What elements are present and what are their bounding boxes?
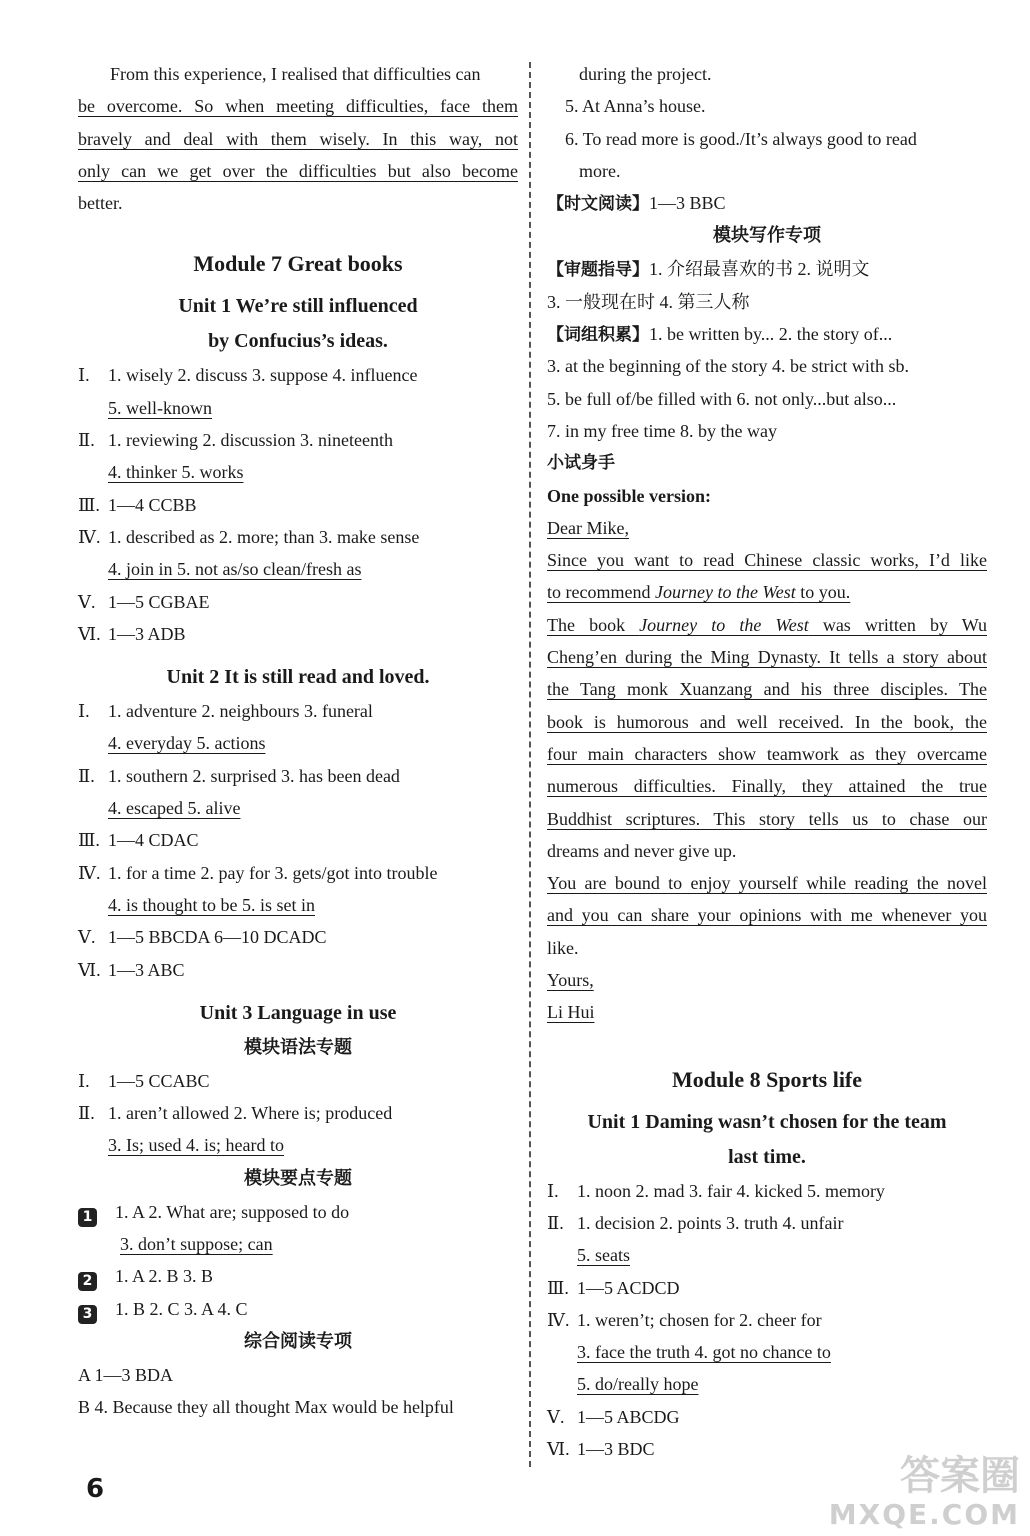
text-line [547,803,987,835]
spacer [78,986,518,996]
text-line [547,996,987,1028]
line-text: 1. adventure 2. neighbours 3. funeral [108,701,373,722]
text-line [78,123,518,155]
line-text: more. [579,160,621,181]
text-line [78,456,518,488]
text-line [78,58,518,90]
line-text: 5. do/really hope [577,1374,699,1395]
number-badge: 2 [78,1272,97,1291]
line-text: the Tang monk Xuanzang and his three disciples. The [547,679,987,700]
text-line [547,609,987,641]
text-line [547,123,987,155]
text-line [78,792,518,824]
line-text: 5. seats [577,1245,630,1266]
line-text: 5. At Anna’s house. [565,96,706,117]
roman-marker: Ⅱ. [547,1212,564,1233]
text-line [78,155,518,187]
unit-heading: Unit 1 Daming wasn’t chosen for the team [587,1110,947,1133]
text-line [78,727,518,759]
line-text: 4. thinker 5. works [108,462,244,483]
unit-heading: by Confucius’s ideas. [208,330,388,353]
line-text: book is humorous and well received. In the book, the [547,711,987,732]
roman-marker: Ⅲ. [547,1277,569,1298]
line-text: Since you want to read Chinese classic works, I’d like [547,550,987,571]
roman-marker: Ⅳ. [78,862,101,883]
line-text: 3. Is; used 4. is; heard to [108,1135,284,1156]
answer-line [78,618,518,650]
text-line [547,738,987,770]
text-line [547,318,987,350]
line-text: 1. 介绍最喜欢的书 2. 说明文 [649,259,870,280]
text-line [547,187,987,219]
text-line [547,383,987,415]
roman-marker: Ⅳ. [78,526,101,547]
section-heading: 综合阅读专项 [244,1330,352,1352]
roman-marker: Ⅱ. [78,1103,95,1124]
text-line [547,964,987,996]
answer-line [78,1065,518,1097]
line-text: 1. reviewing 2. discussion 3. nineteenth [108,430,393,451]
left-column [78,58,518,1424]
text-line [78,553,518,585]
line-text: 4. join in 5. not as/so clean/fresh as [108,559,362,580]
unit-heading: Unit 3 Language in use [199,1001,397,1024]
roman-marker: Ⅵ. [78,623,101,644]
line-text: 5. well-known [108,397,212,418]
line-text: better. [78,193,123,214]
text-line [547,673,987,705]
text-line [78,1359,518,1391]
spacer [78,650,518,660]
text-line [547,1239,987,1271]
text-line [547,770,987,802]
text-line [547,706,987,738]
line-text: One possible version: [547,485,712,506]
line-text: Buddhist scriptures. This story tells us to chase our [547,808,987,829]
watermark [829,1452,1020,1530]
watermark-logo: 答案圈 [900,1453,1020,1499]
column-divider [529,62,531,1467]
answer-line [78,1196,518,1228]
line-text: 1—4 CCBB [108,494,197,515]
text-line [547,544,987,576]
line-text: 1. decision 2. points 3. truth 4. unfair [577,1212,844,1233]
text-line [547,155,987,187]
roman-marker: Ⅱ. [78,765,95,786]
unit-heading: last time. [728,1145,806,1168]
line-text: 1—3 BDC [577,1438,655,1459]
line-text: during the project. [579,64,712,84]
text-line [547,641,987,673]
line-text: 1—5 CGBAE [108,591,210,612]
line-text: 3. face the truth 4. got no chance to [577,1342,831,1363]
answer-line [78,586,518,618]
unit-heading: Unit 2 It is still read and loved. [166,666,430,689]
line-text: Cheng’en during the Ming Dynasty. It tells a story about [547,647,987,668]
line-text: Yours, [547,970,594,991]
text-line [78,90,518,122]
line-text: 1. be written by... 2. the story of... [649,324,893,345]
section-heading: 模块语法专题 [244,1036,352,1058]
line-text: A 1—3 BDA [78,1364,174,1385]
line-text: 7. in my free time 8. by the way [547,420,777,441]
section-heading: 模块要点专题 [244,1167,352,1189]
text-line [547,286,987,318]
text-line [547,512,987,544]
page-number: 6 [86,1474,105,1504]
roman-marker: Ⅰ. [78,365,90,386]
unit-heading: Unit 1 We’re still influenced [178,295,418,318]
answer-line [78,760,518,792]
roman-marker: Ⅳ. [547,1309,570,1330]
answer-line [78,921,518,953]
line-text: 1—5 CCABC [108,1070,210,1091]
line-text: 4. everyday 5. actions [108,733,266,754]
number-badge: 1 [78,1208,97,1227]
answer-line [78,489,518,521]
line-text: 1—5 ACDCD [577,1277,680,1298]
answer-line [78,695,518,727]
line-text: 1—3 BBC [649,193,726,214]
module-heading: Module 7 Great books [193,251,403,277]
roman-marker: Ⅴ. [78,591,96,612]
text-line [547,447,987,479]
line-text: 3. don’t suppose; can [120,1234,273,1255]
roman-marker: Ⅵ. [78,959,101,980]
bracket-label: 【时文阅读】 [547,194,649,215]
roman-marker: Ⅲ. [78,830,100,851]
answer-line [78,1293,518,1325]
line-text: 1. described as 2. more; than 3. make sense [108,526,420,547]
text-line [78,1228,518,1260]
text-line [547,1368,987,1400]
text-line [547,1336,987,1368]
roman-marker: Ⅱ. [78,430,95,451]
line-text: Dear Mike, [547,517,629,538]
line-text: 1. B 2. C 3. A 4. C [115,1298,248,1319]
line-text: Li Hui [547,1002,595,1023]
line-text: bravely and deal with them wisely. In this way, not [78,128,518,149]
line-text: like. [547,937,579,958]
roman-marker: Ⅲ. [78,494,100,515]
line-text: dreams and never give up. [547,840,737,861]
spacer [78,219,518,239]
line-text: From this experience, I realised that difficulties can [110,64,481,84]
watermark-url: MXQE.COM [828,1498,1020,1531]
answer-line [78,857,518,889]
line-text: 1—3 ADB [108,623,186,644]
section-heading: 模块写作专项 [713,225,821,247]
line-text: 3. 一般现在时 4. 第三人称 [547,291,750,312]
bracket-label: 【词组积累】 [547,325,649,346]
line-text: 小试身手 [547,453,615,474]
line-text: The book Journey to the West was written by Wu [547,614,987,635]
line-text: and you can share your opinions with me whenever you [547,905,987,926]
line-text: 1. noon 2. mad 3. fair 4. kicked 5. memory [577,1180,885,1201]
line-text: 4. escaped 5. alive [108,798,241,819]
answer-line [547,1304,987,1336]
roman-marker: Ⅴ. [78,927,96,948]
answer-line [547,1175,987,1207]
text-line [547,350,987,382]
line-text: 6. To read more is good./It’s always good to read [565,128,917,149]
roman-marker: Ⅰ. [78,701,90,722]
line-text: 5. be full of/be filled with 6. not only...but also... [547,388,897,409]
answer-line [78,521,518,553]
text-line [78,1129,518,1161]
line-text: 1. A 2. What are; supposed to do [115,1201,350,1222]
line-text: 1. A 2. B 3. B [115,1266,214,1287]
line-text: 1—3 ABC [108,959,185,980]
text-line [78,392,518,424]
line-text: 1. southern 2. surprised 3. has been dead [108,765,400,786]
answer-line [78,824,518,856]
text-line [547,835,987,867]
text-line [547,867,987,899]
text-line [547,253,987,285]
spacer [547,1029,987,1055]
line-text: numerous difficulties. Finally, they attained the true [547,776,987,797]
answer-line [78,359,518,391]
line-text: 4. is thought to be 5. is set in [108,894,315,915]
line-text: 3. at the beginning of the story 4. be strict with sb. [547,356,909,377]
text-line [547,58,987,90]
line-text: 1. weren’t; chosen for 2. cheer for [577,1309,822,1330]
text-line [78,1391,518,1423]
line-text: 1—5 BBCDA 6—10 DCADC [108,927,327,948]
text-line [547,576,987,608]
answer-line [78,954,518,986]
line-text: 1. wisely 2. discuss 3. suppose 4. influence [108,365,418,386]
line-text: only can we get over the difficulties but also become [78,160,518,181]
roman-marker: Ⅴ. [547,1406,565,1427]
answer-line [547,1272,987,1304]
text-line [547,899,987,931]
text-line [78,889,518,921]
line-text: 1—4 CDAC [108,830,199,851]
line-text: B 4. Because they all thought Max would be helpful [78,1397,454,1418]
module-heading: Module 8 Sports life [671,1066,863,1092]
text-line [547,480,987,512]
line-text: four main characters show teamwork as they overcame [547,743,987,764]
answer-line [547,1401,987,1433]
line-text: 1—5 ABCDG [577,1406,680,1427]
text-line [78,187,518,219]
answer-line [547,1207,987,1239]
line-text: be overcome. So when meeting difficulties, face them [78,96,518,117]
text-line [547,415,987,447]
roman-marker: Ⅰ. [78,1070,90,1091]
text-line [547,90,987,122]
text-line [547,932,987,964]
answer-line [78,1260,518,1292]
roman-marker: Ⅰ. [547,1180,559,1201]
line-text: You are bound to enjoy yourself while reading the novel [547,873,987,894]
answer-line [78,424,518,456]
line-text: to recommend Journey to the West to you. [547,582,851,603]
line-text: 1. aren’t allowed 2. Where is; produced [108,1103,393,1124]
number-badge: 3 [78,1305,97,1324]
answer-line [78,1097,518,1129]
line-text: 1. for a time 2. pay for 3. gets/got into trouble [108,862,438,883]
roman-marker: Ⅵ. [547,1438,570,1459]
bracket-label: 【审题指导】 [547,260,649,281]
right-column [547,58,987,1465]
